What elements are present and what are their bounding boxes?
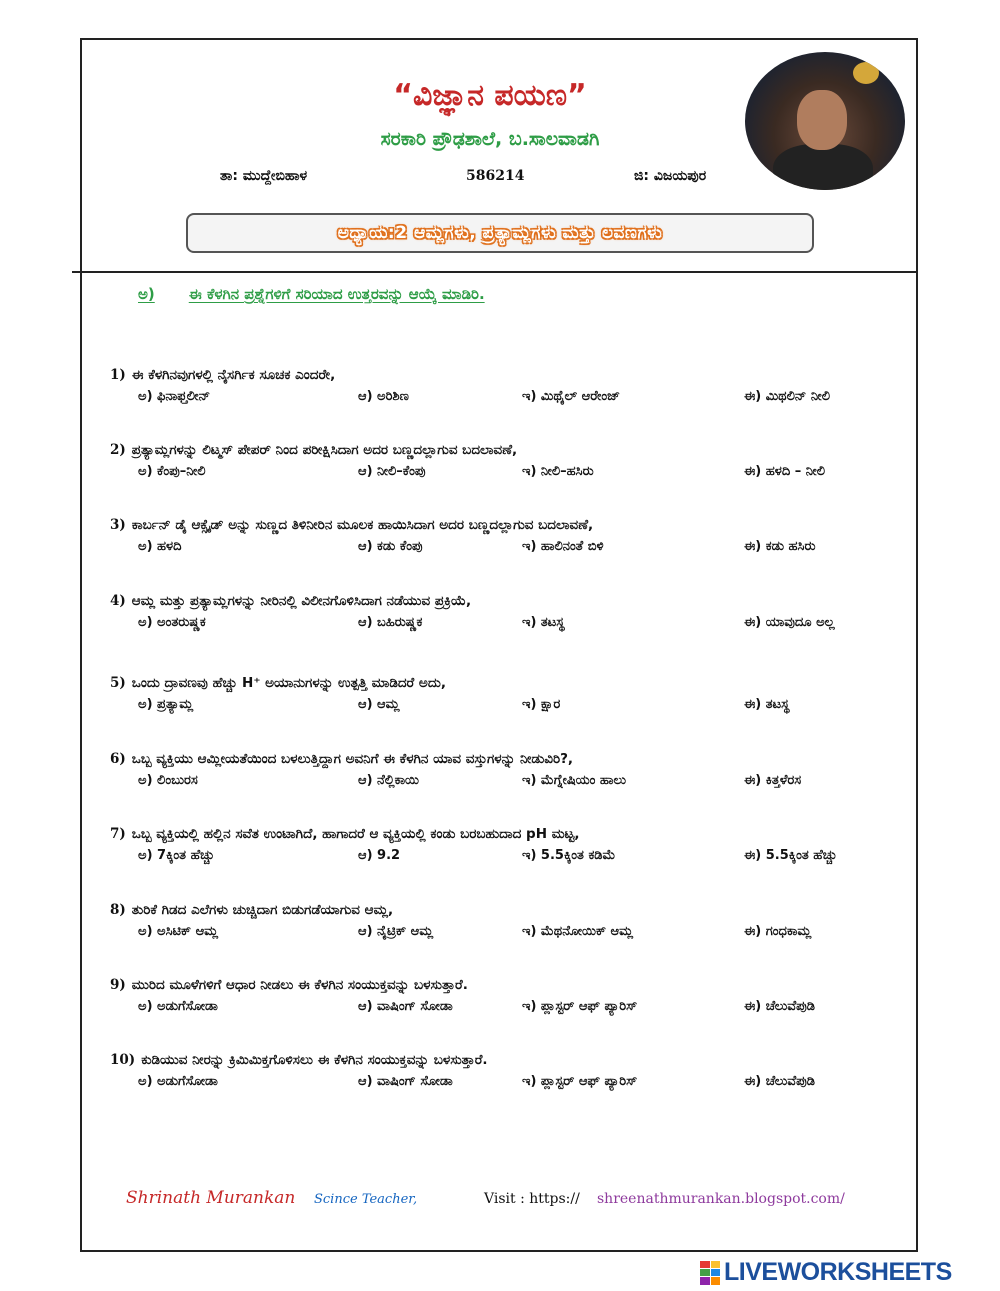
option-d[interactable]: ಈ) ಚೆಲುವೆಪುಡಿ xyxy=(744,1074,815,1089)
question-text xyxy=(110,751,900,767)
option-row xyxy=(110,848,900,870)
option-a[interactable]: ಅ) ಅಂತರುಷ್ಣಕ xyxy=(138,615,206,630)
question-number: 8) xyxy=(110,902,126,918)
question-number: 7) xyxy=(110,826,126,842)
header-divider xyxy=(72,271,918,273)
question-text xyxy=(110,517,900,533)
instruction-label: ಅ) xyxy=(138,285,155,303)
liveworksheets-wordmark: LIVEWORKSHEETS xyxy=(724,1258,952,1286)
option-d[interactable]: ಈ) ಚೆಲುವೆಪುಡಿ xyxy=(744,999,815,1014)
question-6 xyxy=(110,751,900,795)
option-b[interactable]: ಆ) ವಾಷಿಂಗ್ ಸೋಡಾ xyxy=(358,1074,453,1089)
blog-link[interactable]: shreenathmurankan.blogspot.com/ xyxy=(597,1191,845,1207)
visit-label: Visit : https:// xyxy=(484,1191,580,1207)
question-number: 1) xyxy=(110,367,126,383)
option-d[interactable]: ಈ) ತಟಸ್ಥ xyxy=(744,697,790,712)
question-number: 3) xyxy=(110,517,126,533)
option-c[interactable]: ಇ) ಪ್ಲಾಸ್ಟರ್ ಆಫ್ ಪ್ಯಾರಿಸ್ xyxy=(522,999,638,1014)
option-b[interactable]: ಆ) ವಾಷಿಂಗ್ ಸೋಡಾ xyxy=(358,999,453,1014)
question-number: 5) xyxy=(110,675,126,691)
option-c[interactable]: ಇ) ಮೆಗ್ನೇಷಿಯಂ ಹಾಲು xyxy=(522,773,627,788)
option-d[interactable]: ಈ) ಹಳದಿ – ನೀಲಿ xyxy=(744,464,826,479)
option-c[interactable]: ಇ) ಹಾಲಿನಂತೆ ಬಿಳಿ xyxy=(522,539,604,554)
question-number: 10) xyxy=(110,1052,136,1068)
instruction-text: ಈ ಕೆಳಗಿನ ಪ್ರಶ್ನೆಗಳಿಗೆ ಸರಿಯಾದ ಉತ್ತರವನ್ನು ಆಯ್ಕೆ ಮಾಡಿರಿ. xyxy=(188,285,485,303)
question-number: 6) xyxy=(110,751,126,767)
option-a[interactable]: ಅ) ಲಿಂಬುರಸ xyxy=(138,773,198,788)
question-text xyxy=(110,367,900,383)
option-row xyxy=(110,999,900,1021)
option-a[interactable]: ಅ) ಕೆಂಪು–ನೀಲಿ xyxy=(138,464,206,479)
option-d[interactable]: ಈ) 5.5ಕ್ಕಿಂತ ಹೆಚ್ಚು xyxy=(744,848,838,863)
author-role: Scince Teacher, xyxy=(314,1192,418,1207)
option-d[interactable]: ಈ) ಕಿತ್ತಳೆರಸ xyxy=(744,773,802,788)
option-b[interactable]: ಆ) 9.2 xyxy=(358,848,401,863)
option-a[interactable]: ಅ) ಪ್ರತ್ಯಾಮ್ಲ xyxy=(138,697,194,712)
option-a[interactable]: ಅ) ಫಿನಾಫ್ತಲೀನ್ xyxy=(138,389,211,404)
question-stem: ತುರಿಕೆ ಗಿಡದ ಎಲೆಗಳು ಚುಚ್ಚಿದಾಗ ಬಿಡುಗಡೆಯಾಗುವ ಆಮ್ಲ, xyxy=(131,902,394,918)
option-row xyxy=(110,697,900,719)
question-number: 2) xyxy=(110,442,126,458)
question-text xyxy=(110,977,900,993)
question-3 xyxy=(110,517,900,561)
option-b[interactable]: ಆ) ನೀಲಿ–ಕೆಂಪು xyxy=(358,464,426,479)
question-stem: ಮುರಿದ ಮೂಳೆಗಳಿಗೆ ಆಧಾರ ನೀಡಲು ಈ ಕೆಳಗಿನ ಸಂಯುಕ್ತವನ್ನು ಬಳಸುತ್ತಾರೆ. xyxy=(131,977,468,993)
option-c[interactable]: ಇ) ಕ್ಷಾರ xyxy=(522,697,561,712)
teacher-photo xyxy=(745,52,905,190)
option-a[interactable]: ಅ) ಹಳದಿ xyxy=(138,539,182,554)
option-d[interactable]: ಈ) ಗಂಧಕಾಮ್ಲ xyxy=(744,924,812,939)
option-b[interactable]: ಆ) ಅರಿಶಿಣ xyxy=(358,389,409,404)
option-c[interactable]: ಇ) ಮಿಥೈಲ್ ಆರೇಂಜ್ xyxy=(522,389,621,404)
question-text xyxy=(110,675,900,691)
option-b[interactable]: ಆ) ಆಮ್ಲ xyxy=(358,697,400,712)
question-stem: ಕಾರ್ಬನ್ ಡೈ ಆಕ್ಸೈಡ್ ಅನ್ನು ಸುಣ್ಣದ ತಿಳಿನೀರಿನ ಮೂಲಕ ಹಾಯಿಸಿದಾಗ ಅದರ ಬಣ್ಣದಲ್ಲಾಗುವ ಬದಲಾವಣೆ, xyxy=(131,517,594,533)
question-stem: ಒಬ್ಬ ವ್ಯಕ್ತಿಯಲ್ಲಿ ಹಲ್ಲಿನ ಸವೆತ ಉಂಟಾಗಿದೆ, ಹಾಗಾದರೆ ಆ ವ್ಯಕ್ತಿಯಲ್ಲಿ ಕಂಡು ಬರಬಹುದಾದ pH ಮಟ್ಟ, xyxy=(131,826,580,842)
photo-lamp xyxy=(853,62,879,84)
photo-face xyxy=(797,90,847,150)
option-row xyxy=(110,464,900,486)
option-c[interactable]: ಇ) ತಟಸ್ಥ xyxy=(522,615,565,630)
option-d[interactable]: ಈ) ಮಿಥಲಿನ್ ನೀಲಿ xyxy=(744,389,831,404)
question-stem: ಪ್ರತ್ಯಾಮ್ಲಗಳನ್ನು ಲಿಟ್ಮಸ್ ಪೇಪರ್ ನಿಂದ ಪರೀಕ್ಷಿಸಿದಾಗ ಅದರ ಬಣ್ಣದಲ್ಲಾಗುವ ಬದಲಾವಣೆ, xyxy=(131,442,518,458)
instruction xyxy=(138,285,485,303)
option-d[interactable]: ಈ) ಯಾವುದೂ ಅಲ್ಲ xyxy=(744,615,835,630)
question-7 xyxy=(110,826,900,870)
option-d[interactable]: ಈ) ಕಡು ಹಸಿರು xyxy=(744,539,816,554)
pincode: 586214 xyxy=(466,168,525,184)
option-b[interactable]: ಆ) ನೆಲ್ಲಿಕಾಯಿ xyxy=(358,773,420,788)
option-row xyxy=(110,924,900,946)
option-row xyxy=(110,615,900,637)
question-9 xyxy=(110,977,900,1021)
option-row xyxy=(110,389,900,411)
author-name: Shrinath Murankan xyxy=(126,1188,296,1208)
school-name: ಸರಕಾರಿ ಪ್ರೌಢಶಾಲೆ, ಬ.ಸಾಲವಾಡಗಿ xyxy=(380,128,600,150)
option-b[interactable]: ಆ) ಕಡು ಕೆಂಪು xyxy=(358,539,423,554)
question-text xyxy=(110,1052,900,1068)
option-a[interactable]: ಅ) ಅಸಿಟಿಕ್ ಆಮ್ಲ xyxy=(138,924,219,939)
question-number: 9) xyxy=(110,977,126,993)
question-stem: ಈ ಕೆಳಗಿನವುಗಳಲ್ಲಿ ನೈಸರ್ಗಿಕ ಸೂಚಕ ಎಂದರೇ, xyxy=(131,367,336,383)
liveworksheets-brand xyxy=(700,1258,952,1287)
option-row xyxy=(110,773,900,795)
question-1 xyxy=(110,367,900,411)
question-10 xyxy=(110,1052,900,1096)
district-label: ಜಿ: ವಿಜಯಪುರ xyxy=(634,168,707,184)
question-5 xyxy=(110,675,900,719)
question-4 xyxy=(110,593,900,637)
option-row xyxy=(110,1074,900,1096)
chapter-title: ಅಧ್ಯಾಯ:2 ಆಮ್ಲಗಳು, ಪ್ರತ್ಯಾಮ್ಲಗಳು ಮತ್ತು ಲವಣಗಳು xyxy=(337,223,663,243)
option-a[interactable]: ಅ) ಅಡುಗೆಸೋಡಾ xyxy=(138,999,218,1014)
question-stem: ಒಬ್ಬ ವ್ಯಕ್ತಿಯು ಆಮ್ಲೀಯತೆಯಿಂದ ಬಳಲುತ್ತಿದ್ದಾಗ ಅವನಿಗೆ ಈ ಕೆಳಗಿನ ಯಾವ ವಸ್ತುಗಳನ್ನು ನೀಡುವಿರಿ?, xyxy=(131,751,574,767)
question-text xyxy=(110,442,900,458)
question-stem: ಕುಡಿಯುವ ನೀರನ್ನು ಕ್ರಿಮಿಮಿಕ್ತಗೊಳಿಸಲು ಈ ಕೆಳಗಿನ ಸಂಯುಕ್ತವನ್ನು ಬಳಸುತ್ತಾರೆ. xyxy=(141,1052,488,1068)
liveworksheets-logo-icon xyxy=(700,1261,720,1285)
option-b[interactable]: ಆ) ಬಹಿರುಷ್ಣಕ xyxy=(358,615,423,630)
question-text xyxy=(110,902,900,918)
question-text xyxy=(110,826,900,842)
option-c[interactable]: ಇ) ನೀಲಿ–ಹಸಿರು xyxy=(522,464,594,479)
taluk-label: ತಾ: ಮುದ್ದೇಬಿಹಾಳ xyxy=(220,168,308,184)
option-c[interactable]: ಇ) 5.5ಕ್ಕಿಂತ ಕಡಿಮೆ xyxy=(522,848,616,863)
option-a[interactable]: ಅ) 7ಕ್ಕಿಂತ ಹೆಚ್ಚು xyxy=(138,848,215,863)
question-text xyxy=(110,593,900,609)
chapter-banner xyxy=(186,213,814,253)
question-2 xyxy=(110,442,900,486)
question-stem: ಆಮ್ಲ ಮತ್ತು ಪ್ರತ್ಯಾಮ್ಲಗಳನ್ನು ನೀರಿನಲ್ಲಿ ವಿಲೀನಗೊಳಿಸಿದಾಗ ನಡೆಯುವ ಪ್ರಕ್ರಿಯೆ, xyxy=(131,593,472,609)
option-c[interactable]: ಇ) ಪ್ಲಾಸ್ಟರ್ ಆಫ್ ಪ್ಯಾರಿಸ್ xyxy=(522,1074,638,1089)
option-row xyxy=(110,539,900,561)
option-c[interactable]: ಇ) ಮೆಥನೋಯಿಕ್ ಆಮ್ಲ xyxy=(522,924,634,939)
question-number: 4) xyxy=(110,593,126,609)
question-8 xyxy=(110,902,900,946)
question-stem: ಒಂದು ದ್ರಾವಣವು ಹೆಚ್ಚು H⁺ ಅಯಾನುಗಳನ್ನು ಉತ್ಪತ್ತಿ ಮಾಡಿದರೆ ಅದು, xyxy=(131,675,446,691)
photo-body xyxy=(773,144,873,190)
page-title: “ವಿಜ್ಞಾನ ಪಯಣ” xyxy=(393,78,587,113)
option-a[interactable]: ಅ) ಅಡುಗೆಸೋಡಾ xyxy=(138,1074,218,1089)
option-b[interactable]: ಆ) ನೈಟ್ರಿಕ್ ಆಮ್ಲ xyxy=(358,924,434,939)
